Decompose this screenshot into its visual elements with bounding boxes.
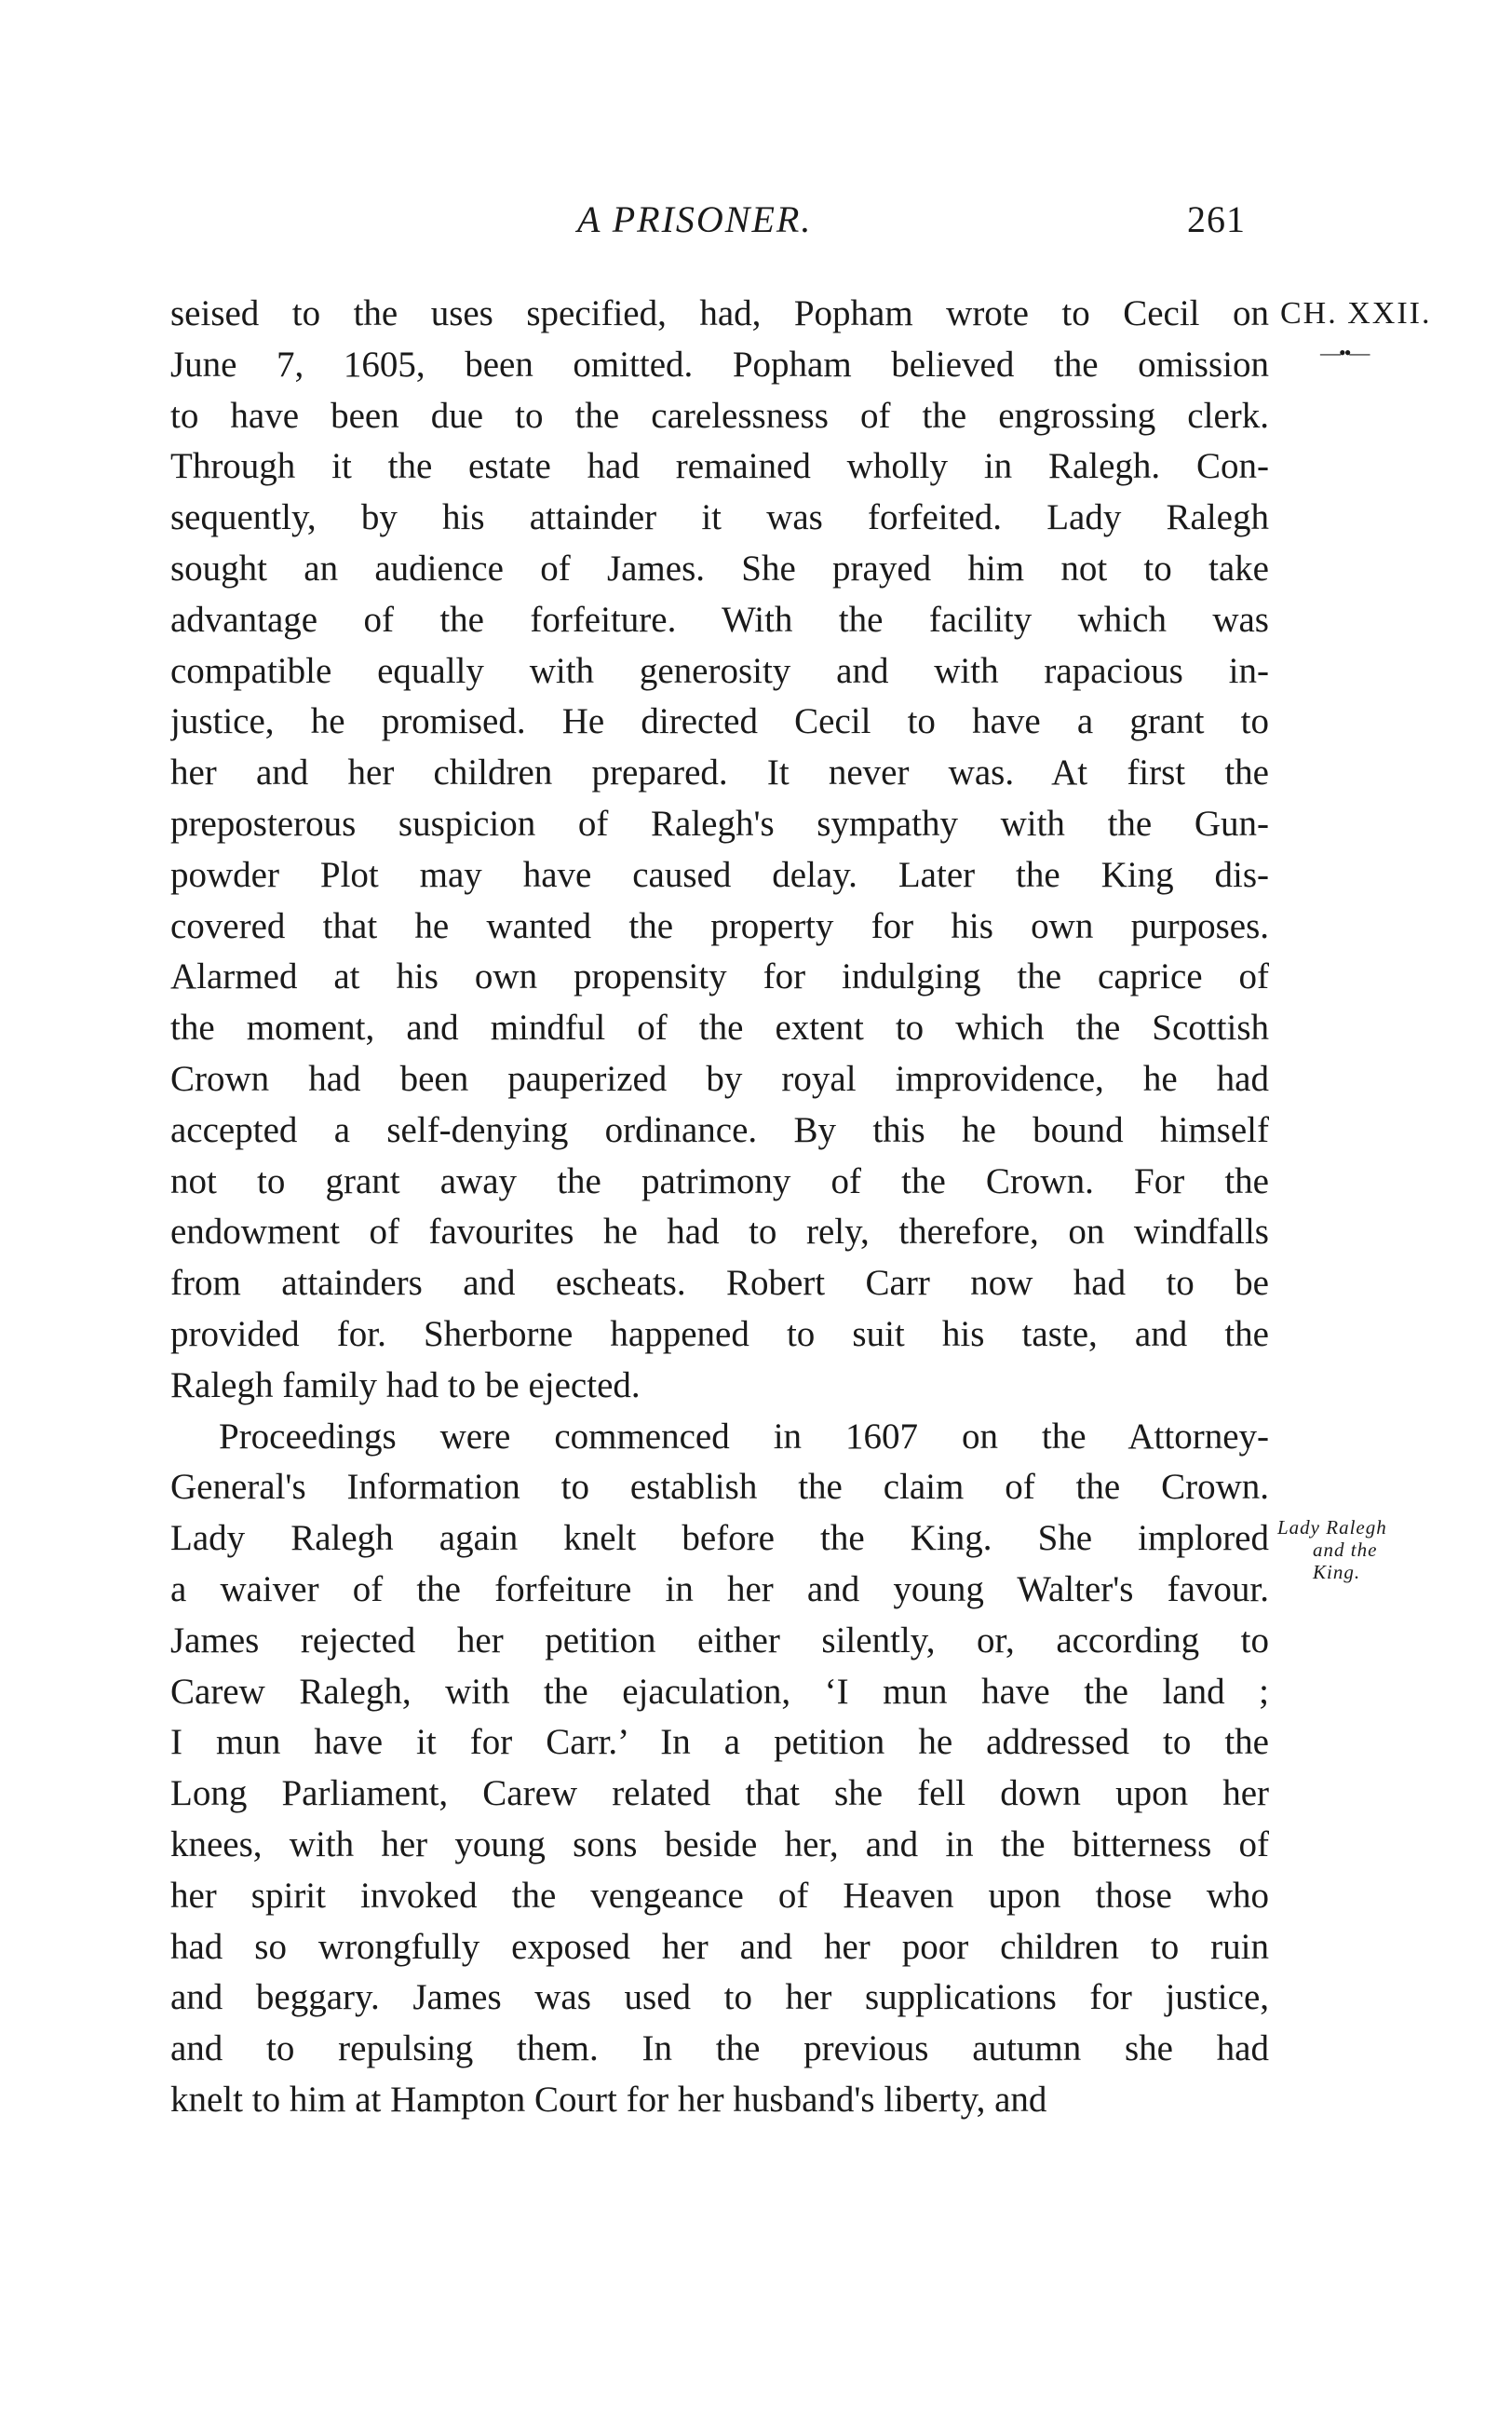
sidenote-line: Lady Ralegh <box>1277 1516 1387 1539</box>
ornament-divider: —••— <box>1320 341 1369 364</box>
margin-sidenote <box>1277 1516 1473 1583</box>
body-text <box>170 289 1269 2126</box>
text-line: James rejected her petition either silently, or, according to <box>170 1620 1269 1661</box>
text-line: covered that he wanted the property for his own purposes. <box>170 905 1269 946</box>
text-line: a waiver of the forfeiture in her and young Walter's favour. <box>170 1568 1269 1609</box>
text-line: General's Information to establish the claim of the Crown. <box>170 1467 1269 1508</box>
text-line: June 7, 1605, been omitted. Popham believed the omission <box>170 344 1269 385</box>
text-line: Proceedings were commenced in 1607 on the Attorney- <box>219 1416 1269 1457</box>
text-line: endowment of favourites he had to rely, therefore, on windfalls <box>170 1212 1269 1253</box>
text-line: accepted a self-denying ordinance. By this he bound himself <box>170 1109 1269 1150</box>
text-line: Crown had been pauperized by royal improvidence, he had <box>170 1058 1269 1099</box>
text-line: her and her children prepared. It never was. At first the <box>170 752 1269 793</box>
page-number: 261 <box>1187 198 1246 240</box>
text-line: sought an audience of James. She prayed him not to take <box>170 548 1269 589</box>
text-line: preposterous suspicion of Ralegh's sympathy with the Gun- <box>170 803 1269 844</box>
text-line: compatible equally with generosity and with rapacious in- <box>170 650 1269 691</box>
text-line: Long Parliament, Carew related that she fell down upon her <box>170 1773 1269 1814</box>
text-line: provided for. Sherborne happened to suit his taste, and the <box>170 1313 1269 1354</box>
text-line: Carew Ralegh, with the ejaculation, ‘I mun have the land ; <box>170 1671 1269 1712</box>
text-line: advantage of the forfeiture. With the facility which was <box>170 599 1269 640</box>
text-line: seised to the uses specified, had, Popham wrote to Cecil on <box>170 293 1269 333</box>
text-line: her spirit invoked the vengeance of Heaven upon those who <box>170 1875 1269 1916</box>
text-line: Alarmed at his own propensity for indulging the caprice of <box>170 956 1269 997</box>
text-line: powder Plot may have caused delay. Later the King dis- <box>170 854 1269 895</box>
sidenote-line: and the <box>1313 1539 1378 1561</box>
text-line: Ralegh family had to be ejected. <box>170 1364 641 1405</box>
text-line: justice, he promised. He directed Cecil to have a grant to <box>170 701 1269 742</box>
text-line: the moment, and mindful of the extent to which the Scottish <box>170 1008 1269 1049</box>
text-line: not to grant away the patrimony of the Crown. For the <box>170 1160 1269 1201</box>
text-line: Lady Ralegh again knelt before the King. She implored <box>170 1518 1269 1559</box>
text-line: I mun have it for Carr.’ In a petition he addressed to the <box>170 1722 1269 1763</box>
paragraph <box>170 289 1269 1412</box>
text-line: and beggary. James was used to her supplications for justice, <box>170 1977 1269 2018</box>
text-line: knees, with her young sons beside her, and in the bitterness of <box>170 1823 1269 1864</box>
text-line: sequently, by his attainder it was forfeited. Lady Ralegh <box>170 497 1269 538</box>
text-line: had so wrongfully exposed her and her poor children to ruin <box>170 1926 1269 1967</box>
sidenote-line: King. <box>1313 1561 1361 1583</box>
text-line: knelt to him at Hampton Court for her husband's liberty, and <box>170 2079 1047 2120</box>
text-line: and to repulsing them. In the previous autumn she had <box>170 2028 1269 2069</box>
text-line: to have been due to the carelessness of the engrossing clerk. <box>170 395 1269 436</box>
text-line: Through it the estate had remained wholly in Ralegh. Con- <box>170 446 1269 487</box>
text-line: from attainders and escheats. Robert Carr now had to be <box>170 1263 1269 1304</box>
running-title: A PRISONER. <box>577 198 813 240</box>
page-header <box>0 197 1512 253</box>
chapter-marker: CH. XXII. <box>1280 296 1432 331</box>
paragraph <box>170 1412 1269 2126</box>
